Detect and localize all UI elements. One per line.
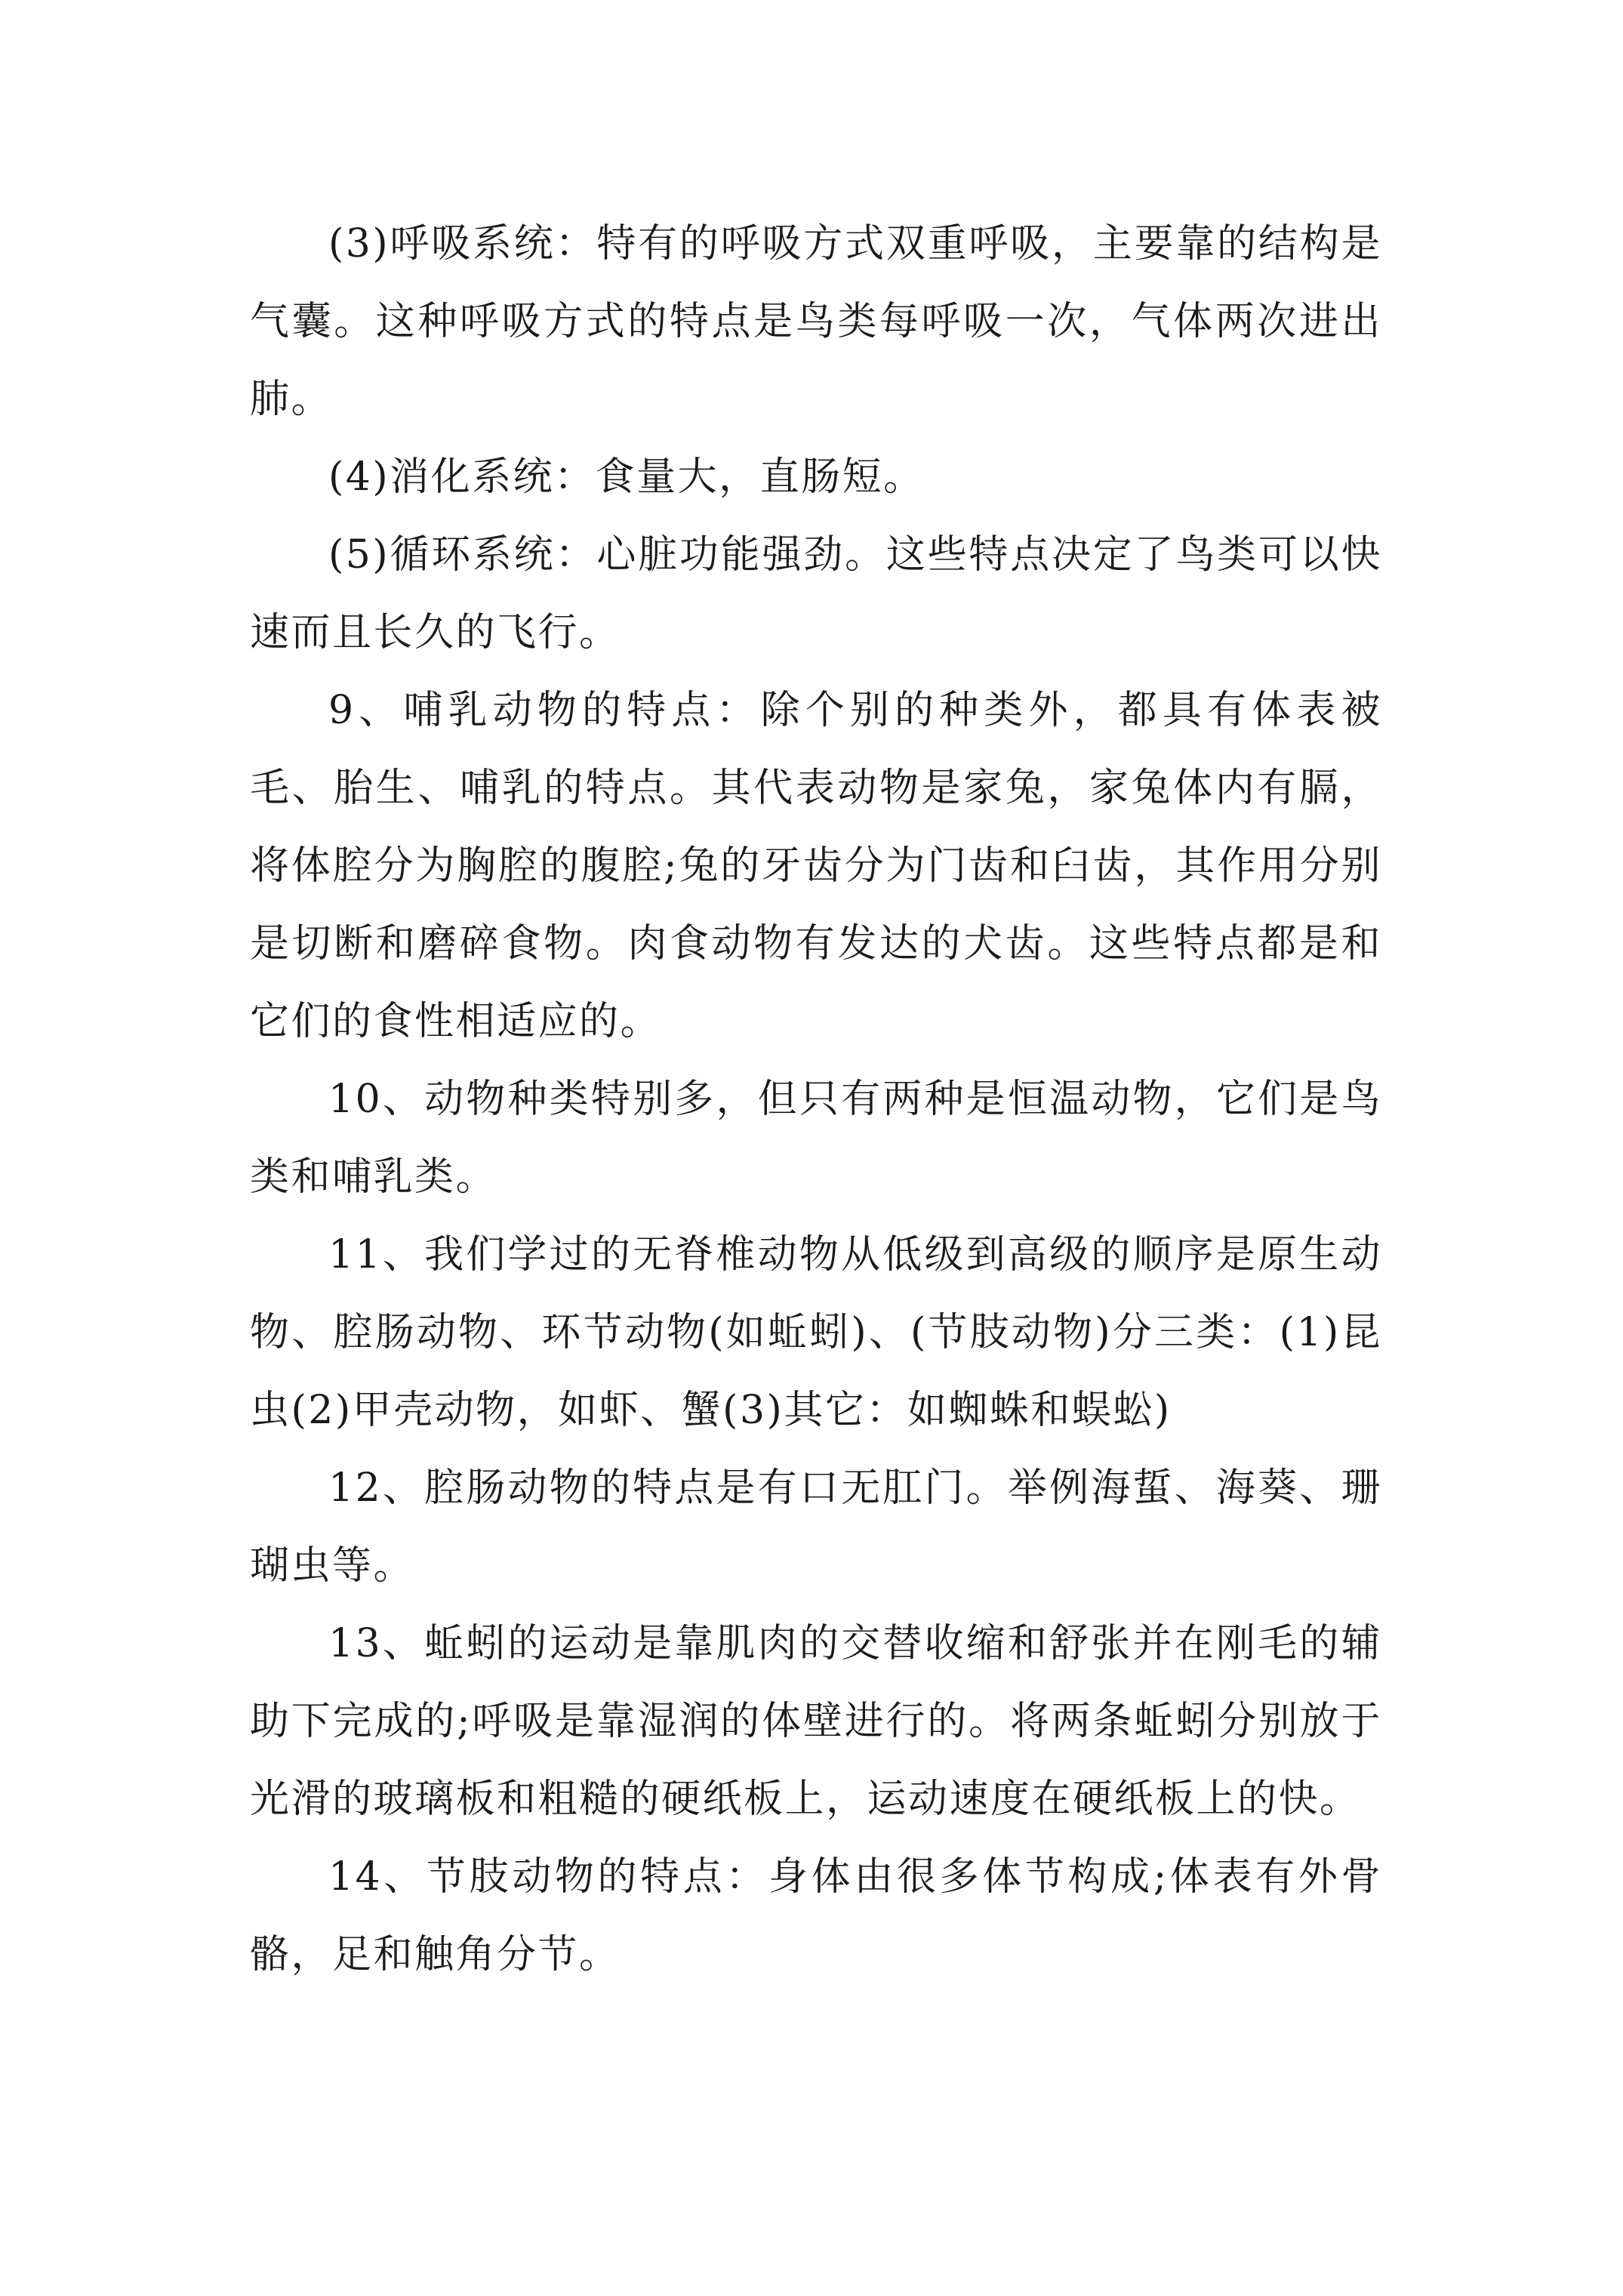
paragraph-invertebrate-order: 11、我们学过的无脊椎动物从低级到高级的顺序是原生动物、腔肠动物、环节动物(如蚯蚓)、(节肢动物)分三类：(1)昆虫(2)甲壳动物，如虾、蟹(3)其它：如蜘蛛和蜈蚣) — [250, 1232, 1382, 1433]
paragraph-digestive-system: (4)消化系统：食量大，直肠短。 — [328, 455, 925, 500]
paragraph-respiratory-system: (3)呼吸系统：特有的呼吸方式双重呼吸，主要靠的结构是气囊。这种呼吸方式的特点是鸟类每呼吸一次，气体两次进出肺。 — [250, 221, 1382, 422]
paragraph-earthworm-movement: 13、蚯蚓的运动是靠肌肉的交替收缩和舒张并在刚毛的辅助下完成的;呼吸是靠湿润的体壁进行的。将两条蚯蚓分别放于光滑的玻璃板和粗糙的硬纸板上，运动速度在硬纸板上的快。 — [250, 1621, 1382, 1822]
paragraph-warm-blooded-animals: 10、动物种类特别多，但只有两种是恒温动物，它们是鸟类和哺乳类。 — [250, 1077, 1382, 1200]
paragraph-coelenterate-features: 12、腔肠动物的特点是有口无肛门。举例海蜇、海葵、珊瑚虫等。 — [250, 1465, 1382, 1589]
document-body — [250, 205, 1382, 1994]
paragraph-circulatory-system: (5)循环系统：心脏功能强劲。这些特点决定了鸟类可以快速而且长久的飞行。 — [250, 532, 1382, 655]
paragraph-mammal-features: 9、哺乳动物的特点：除个别的种类外，都具有体表被毛、胎生、哺乳的特点。其代表动物是家兔，家兔体内有膈，将体腔分为胸腔的腹腔;兔的牙齿分为门齿和臼齿，其作用分别是切断和磨碎食物。肉食动物有发达的犬齿。这些特点都是和它们的食性相适应的。 — [250, 688, 1382, 1044]
paragraph-arthropod-features: 14、节肢动物的特点：身体由很多体节构成;体表有外骨骼，足和触角分节。 — [250, 1854, 1382, 1977]
